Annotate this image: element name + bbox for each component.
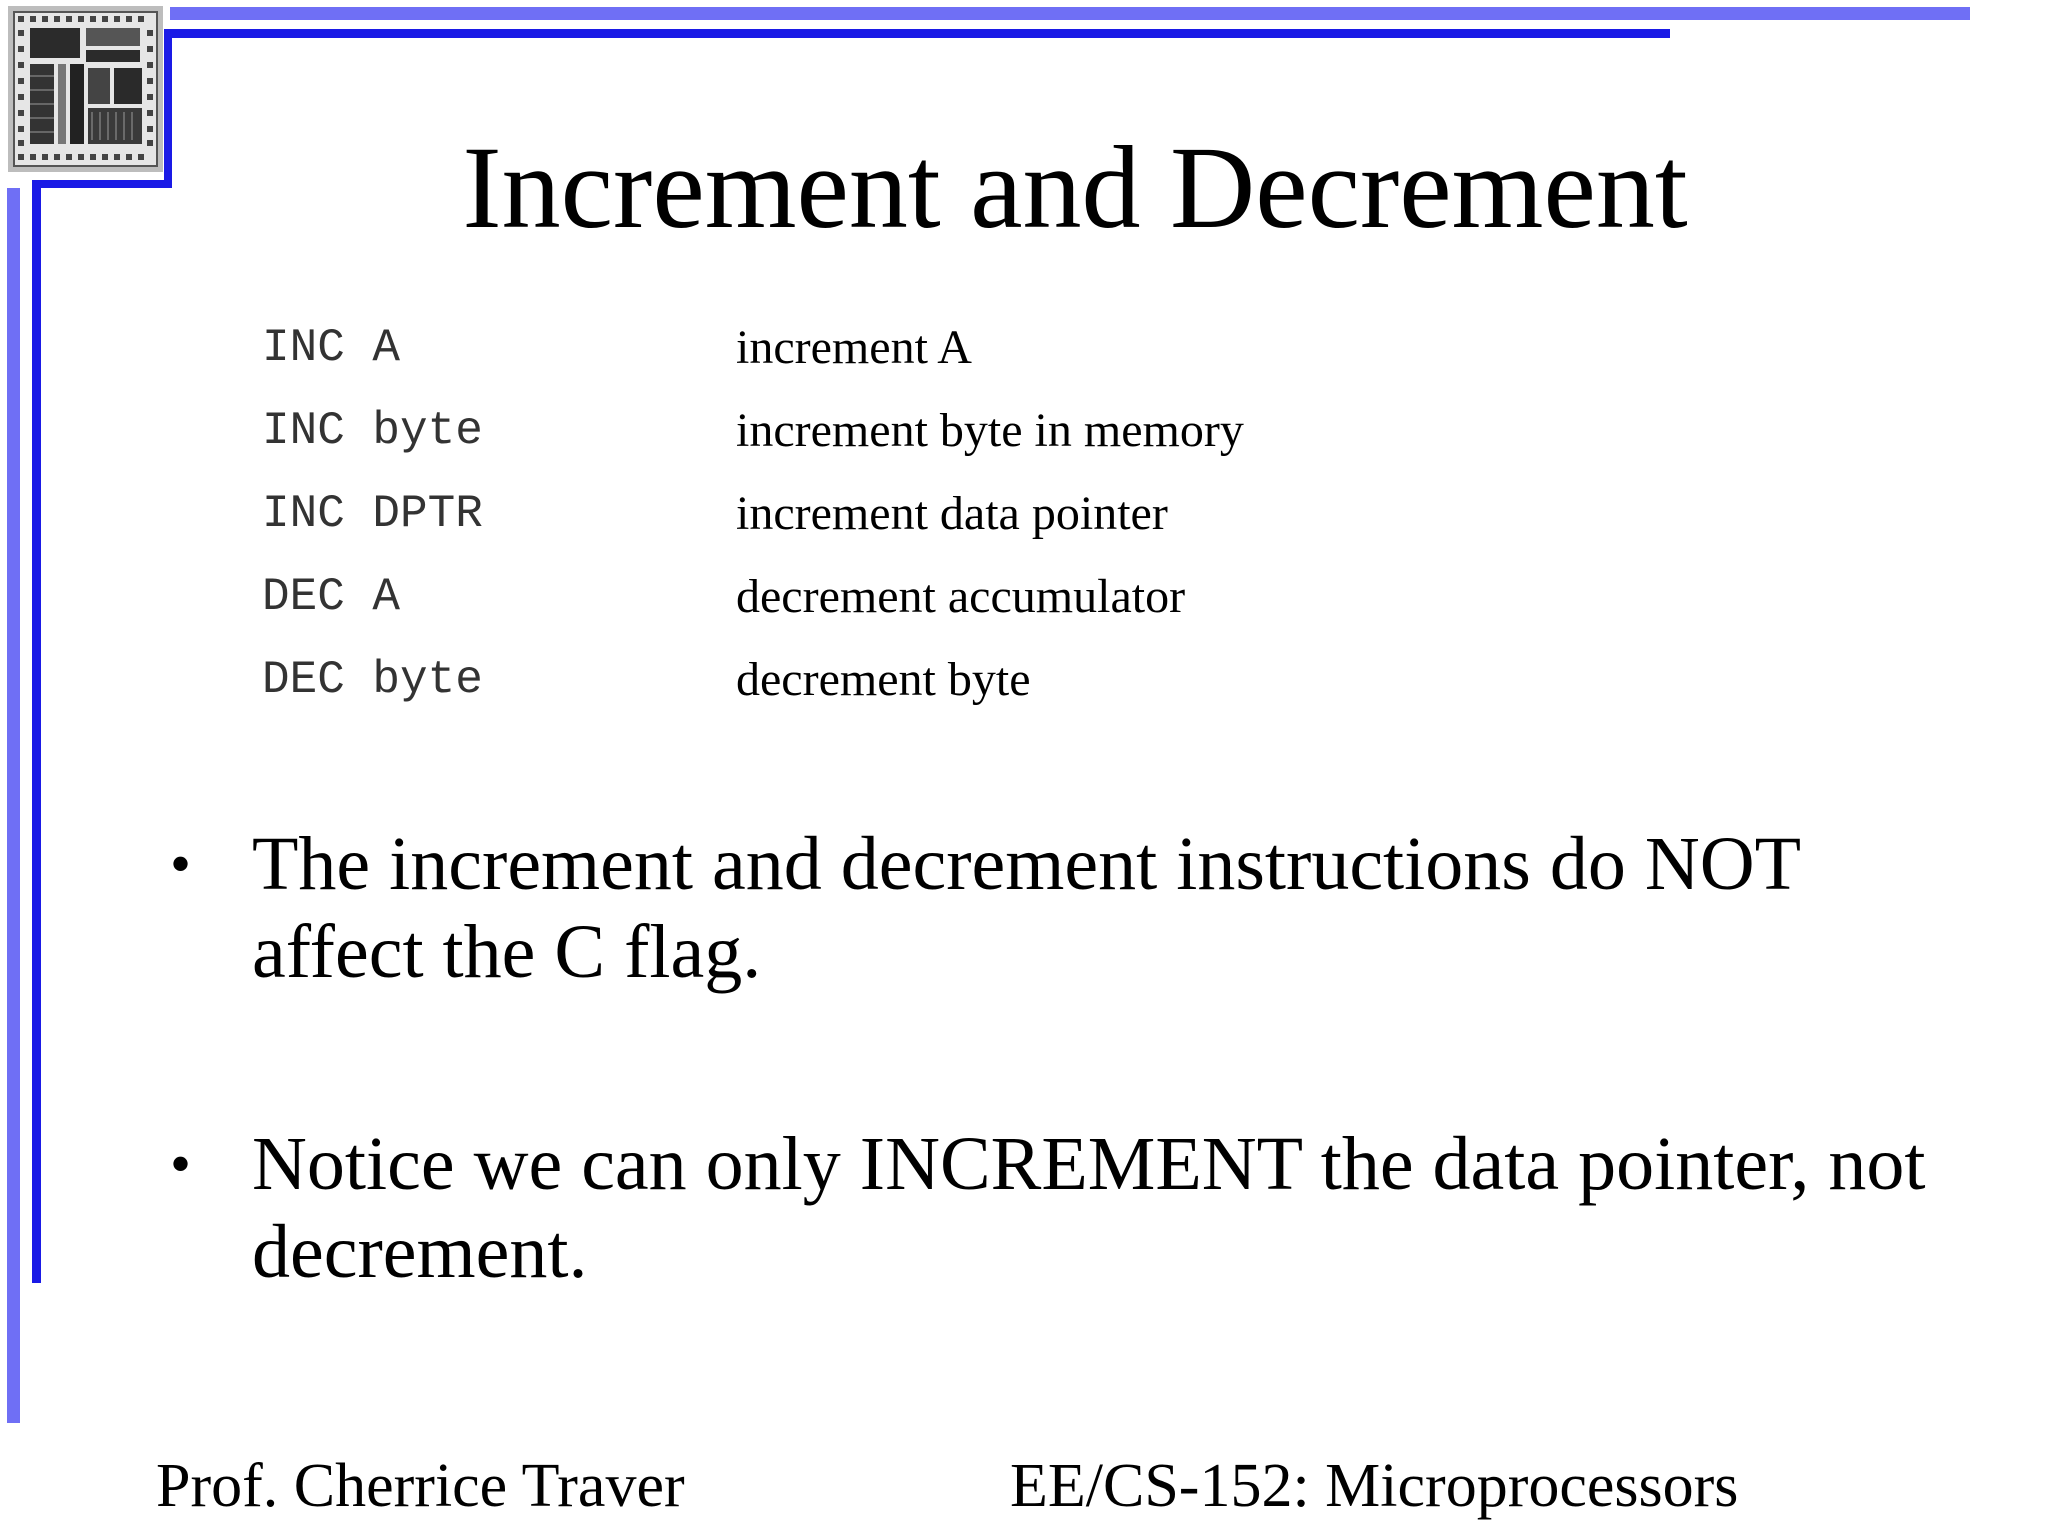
instruction-row (262, 559, 1562, 639)
top-frame-bar-light (170, 7, 1970, 20)
microchip-die-icon (8, 6, 163, 172)
instruction-row (262, 310, 1562, 390)
instruction-row (262, 642, 1562, 722)
instruction-code: INC DPTR (262, 488, 483, 540)
bullet-text: Notice we can only INCREMENT the data pointer, not decrement. (252, 1122, 1926, 1294)
slide-title: Increment and Decrement (462, 122, 1688, 253)
footer-author: Prof. Cherrice Traver (156, 1452, 685, 1520)
bullet-text: The increment and decrement instructions do NOT affect the C flag. (252, 822, 1800, 994)
instruction-row (262, 393, 1562, 473)
left-frame-bar-dark (32, 188, 41, 1283)
top-frame-bar-dark (170, 29, 1670, 38)
left-frame-bar-light (7, 188, 20, 1423)
instruction-row (262, 476, 1562, 556)
instruction-description: decrement byte (736, 653, 1031, 706)
instruction-description: increment byte in memory (736, 404, 1244, 457)
logo-frame-right (164, 29, 172, 188)
footer-course: EE/CS-152: Microprocessors (1010, 1452, 1739, 1520)
instruction-code: DEC byte (262, 654, 483, 706)
bullet-marker: • (170, 1131, 192, 1197)
bullet-marker: • (170, 831, 192, 897)
instruction-code: INC byte (262, 405, 483, 457)
instruction-code: DEC A (262, 571, 401, 623)
instruction-code: INC A (262, 322, 401, 374)
instruction-description: increment data pointer (736, 487, 1168, 540)
logo-frame-bottom (32, 180, 172, 188)
instruction-description: increment A (736, 321, 972, 374)
instruction-description: decrement accumulator (736, 570, 1186, 623)
